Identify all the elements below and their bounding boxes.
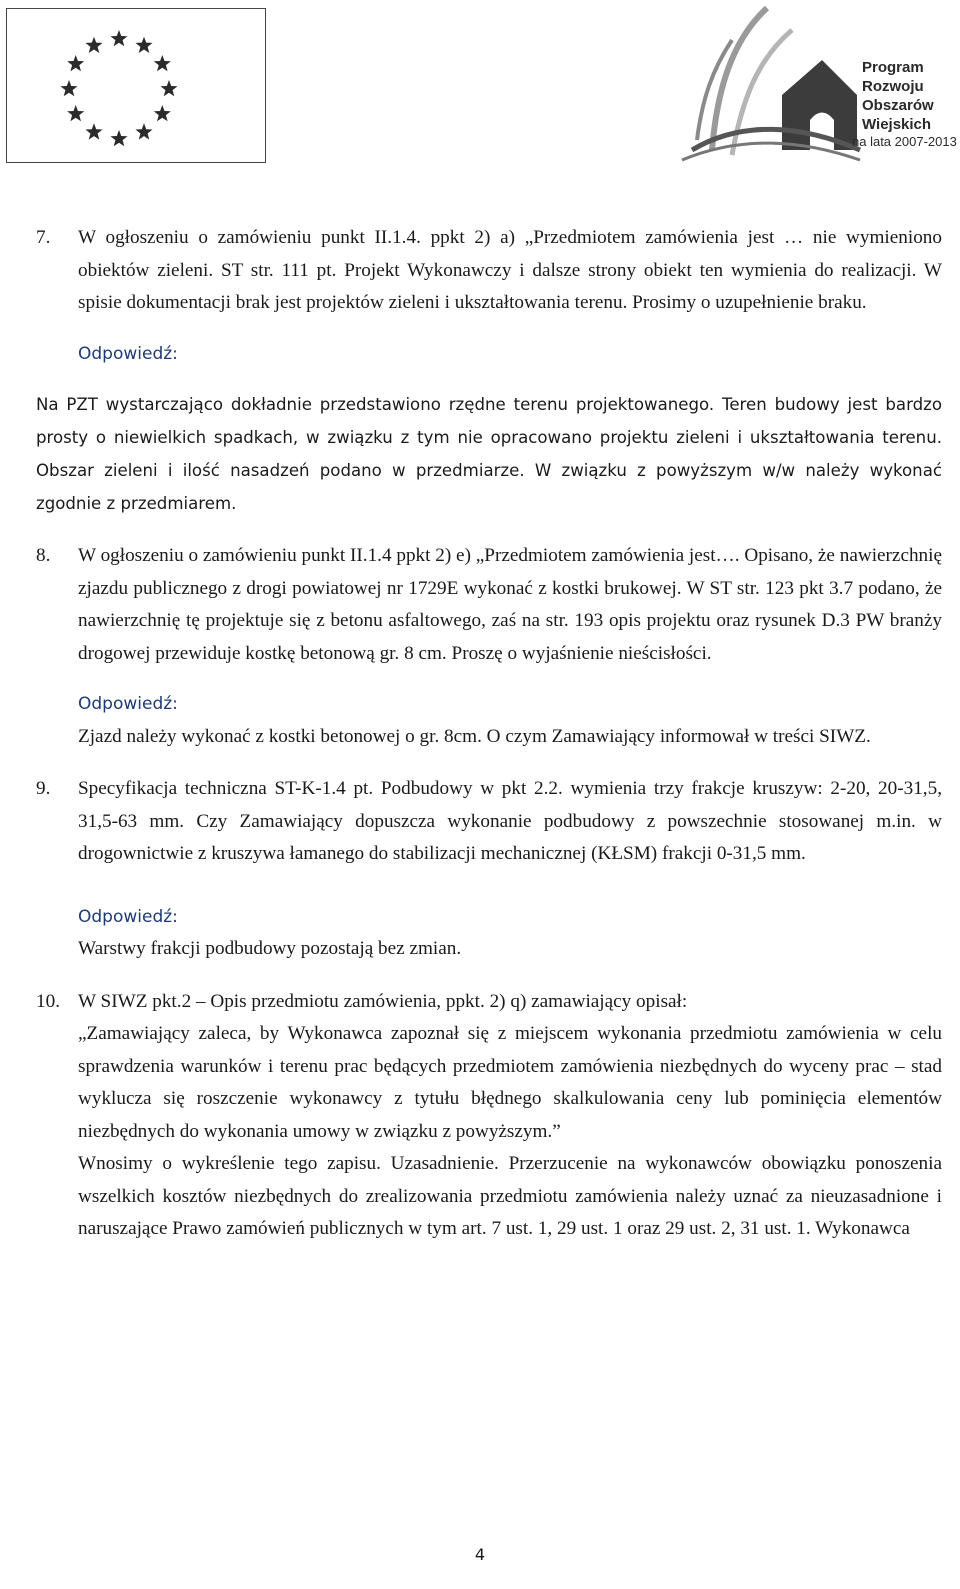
answer-row: [36, 901, 942, 966]
item-number: 9.: [36, 778, 51, 799]
eu-star-icon: [85, 123, 102, 139]
answer-label: Odpowiedź:: [78, 906, 178, 927]
prow-logo-text: Program Rozwoju Obszarów Wiejskich: [862, 59, 934, 133]
eu-stars-icon: [7, 9, 265, 162]
item-number: 7.: [36, 227, 51, 248]
prow-logo: [672, 0, 960, 165]
question-text: W ogłoszeniu o zamówieniu punkt II.1.4 ppkt 2) e) „Przedmiotem zamówienia jest…. Opisano, że nawierzchnię zjazdu publicznego z drogi powiatowej nr 1729E wykonać z kostki brukowej. W ST str. 123 pkt 3.7 podano, że nawierzchnię tę projektuje się z betonu asfaltowego, zaś na str. 193 opis projektu oraz rysunek D.3 PW branży drogowej przewiduje kostkę betonową gr. 8 cm. Proszę o wyjaśnienie nieścisłości.: [78, 545, 942, 664]
eu-star-icon: [154, 105, 171, 121]
quoted-clause: „Zamawiający zaleca, by Wykonawca zapoznał się z miejscem wykonania przedmiotu zamówienia w celu sprawdzenia warunków i terenu prac będących przedmiotem zamówienia niezbędnych do wyceny prac – stad wyklucza się roszczenie wykonawcy z tytułu błędnego skalkulowania ceny lub pominięcia elementów niezbędnych do wykonania umowy w związku z powyższym.”: [78, 1023, 942, 1142]
eu-star-icon: [135, 123, 152, 139]
wheat-house-icon: [672, 0, 862, 165]
page-number: 4: [474, 1545, 486, 1564]
eu-star-icon: [154, 55, 171, 71]
item-number: 8.: [36, 545, 51, 566]
answer-text: Warstwy frakcji podbudowy pozostają bez zmian.: [78, 938, 462, 959]
answer-text: Zjazd należy wykonać z kostki betonowej o gr. 8cm. O czym Zamawiający informował w treści SIWZ.: [78, 725, 871, 747]
spacer: [36, 901, 78, 966]
question-item-10: [36, 986, 942, 1246]
prow-logo-years: na lata 2007-2013: [852, 134, 957, 149]
question-text: W ogłoszeniu o zamówieniu punkt II.1.4. ppkt 2) a) „Przedmiotem zamówienia jest … nie wymieniono obiektów zieleni. ST str. 111 pt. Projekt Wykonawczy i dalsze strony obiekt ten wymienia do realizacji. W spisie dokumentacji brak jest projektów zieleni i ukształtowania terenu. Prosimy o uzupełnienie braku.: [78, 227, 942, 313]
item-number: 10.: [36, 990, 60, 1012]
answer-text: Na PZT wystarczająco dokładnie przedstawiono rzędne terenu projektowanego. Teren budowy jest bardzo prosty o niewielkich spadkach, w związku z tym nie opracowano projektu zieleni i ukształtowania terenu. Obszar zieleni i ilość nasadzeń podano w przedmiarze. W związku z powyższym w/w należy wykonać zgodnie z przedmiarem.: [36, 395, 942, 513]
eu-flag-logo: [6, 8, 266, 163]
eu-star-icon: [85, 37, 102, 53]
question-intro: W SIWZ pkt.2 – Opis przedmiotu zamówienia, ppkt. 2) q) zamawiający opisał:: [78, 990, 688, 1012]
spacer: [36, 338, 78, 371]
eu-star-icon: [67, 105, 84, 121]
eu-star-icon: [110, 30, 127, 46]
eu-star-icon: [110, 130, 127, 146]
answer-label: Odpowiedź:: [78, 694, 178, 714]
answer-label: Odpowiedź:: [78, 343, 178, 364]
question-text: Specyfikacja techniczna ST-K-1.4 pt. Podbudowy w pkt 2.2. wymienia trzy frakcje kruszyw: 2-20, 20-31,5, 31,5-63 mm. Czy Zamawiający dopuszcza wykonanie podbudowy z powszechnie stosowanej m.in. w drogownictwie z kruszywa łamanego do stabilizacji mechanicznej (KŁSM) frakcji 0-31,5 mm.: [78, 778, 942, 864]
answer-row: [36, 688, 942, 753]
eu-star-icon: [160, 80, 177, 96]
spacer: [36, 688, 78, 753]
question-item-8: [36, 540, 942, 670]
request-text: Wnosimy o wykreślenie tego zapisu. Uzasadnienie. Przerzucenie na wykonawców obowiązku ponoszenia wszelkich kosztów niezbędnych do zrealizowania przedmiotu zamówienia należy uznać za nieuzasadnione i naruszające Prawo zamówień publicznych w tym art. 7 ust. 1, 29 ust. 1 oraz 29 ust. 2, 31 ust. 1. Wykonawca: [78, 1153, 942, 1239]
eu-star-icon: [135, 37, 152, 53]
question-item-9: [36, 773, 942, 871]
answer-label-row: [36, 338, 942, 371]
eu-star-icon: [67, 55, 84, 71]
question-item-7: [36, 222, 942, 320]
document-body: [36, 222, 942, 1246]
eu-star-icon: [60, 80, 77, 96]
